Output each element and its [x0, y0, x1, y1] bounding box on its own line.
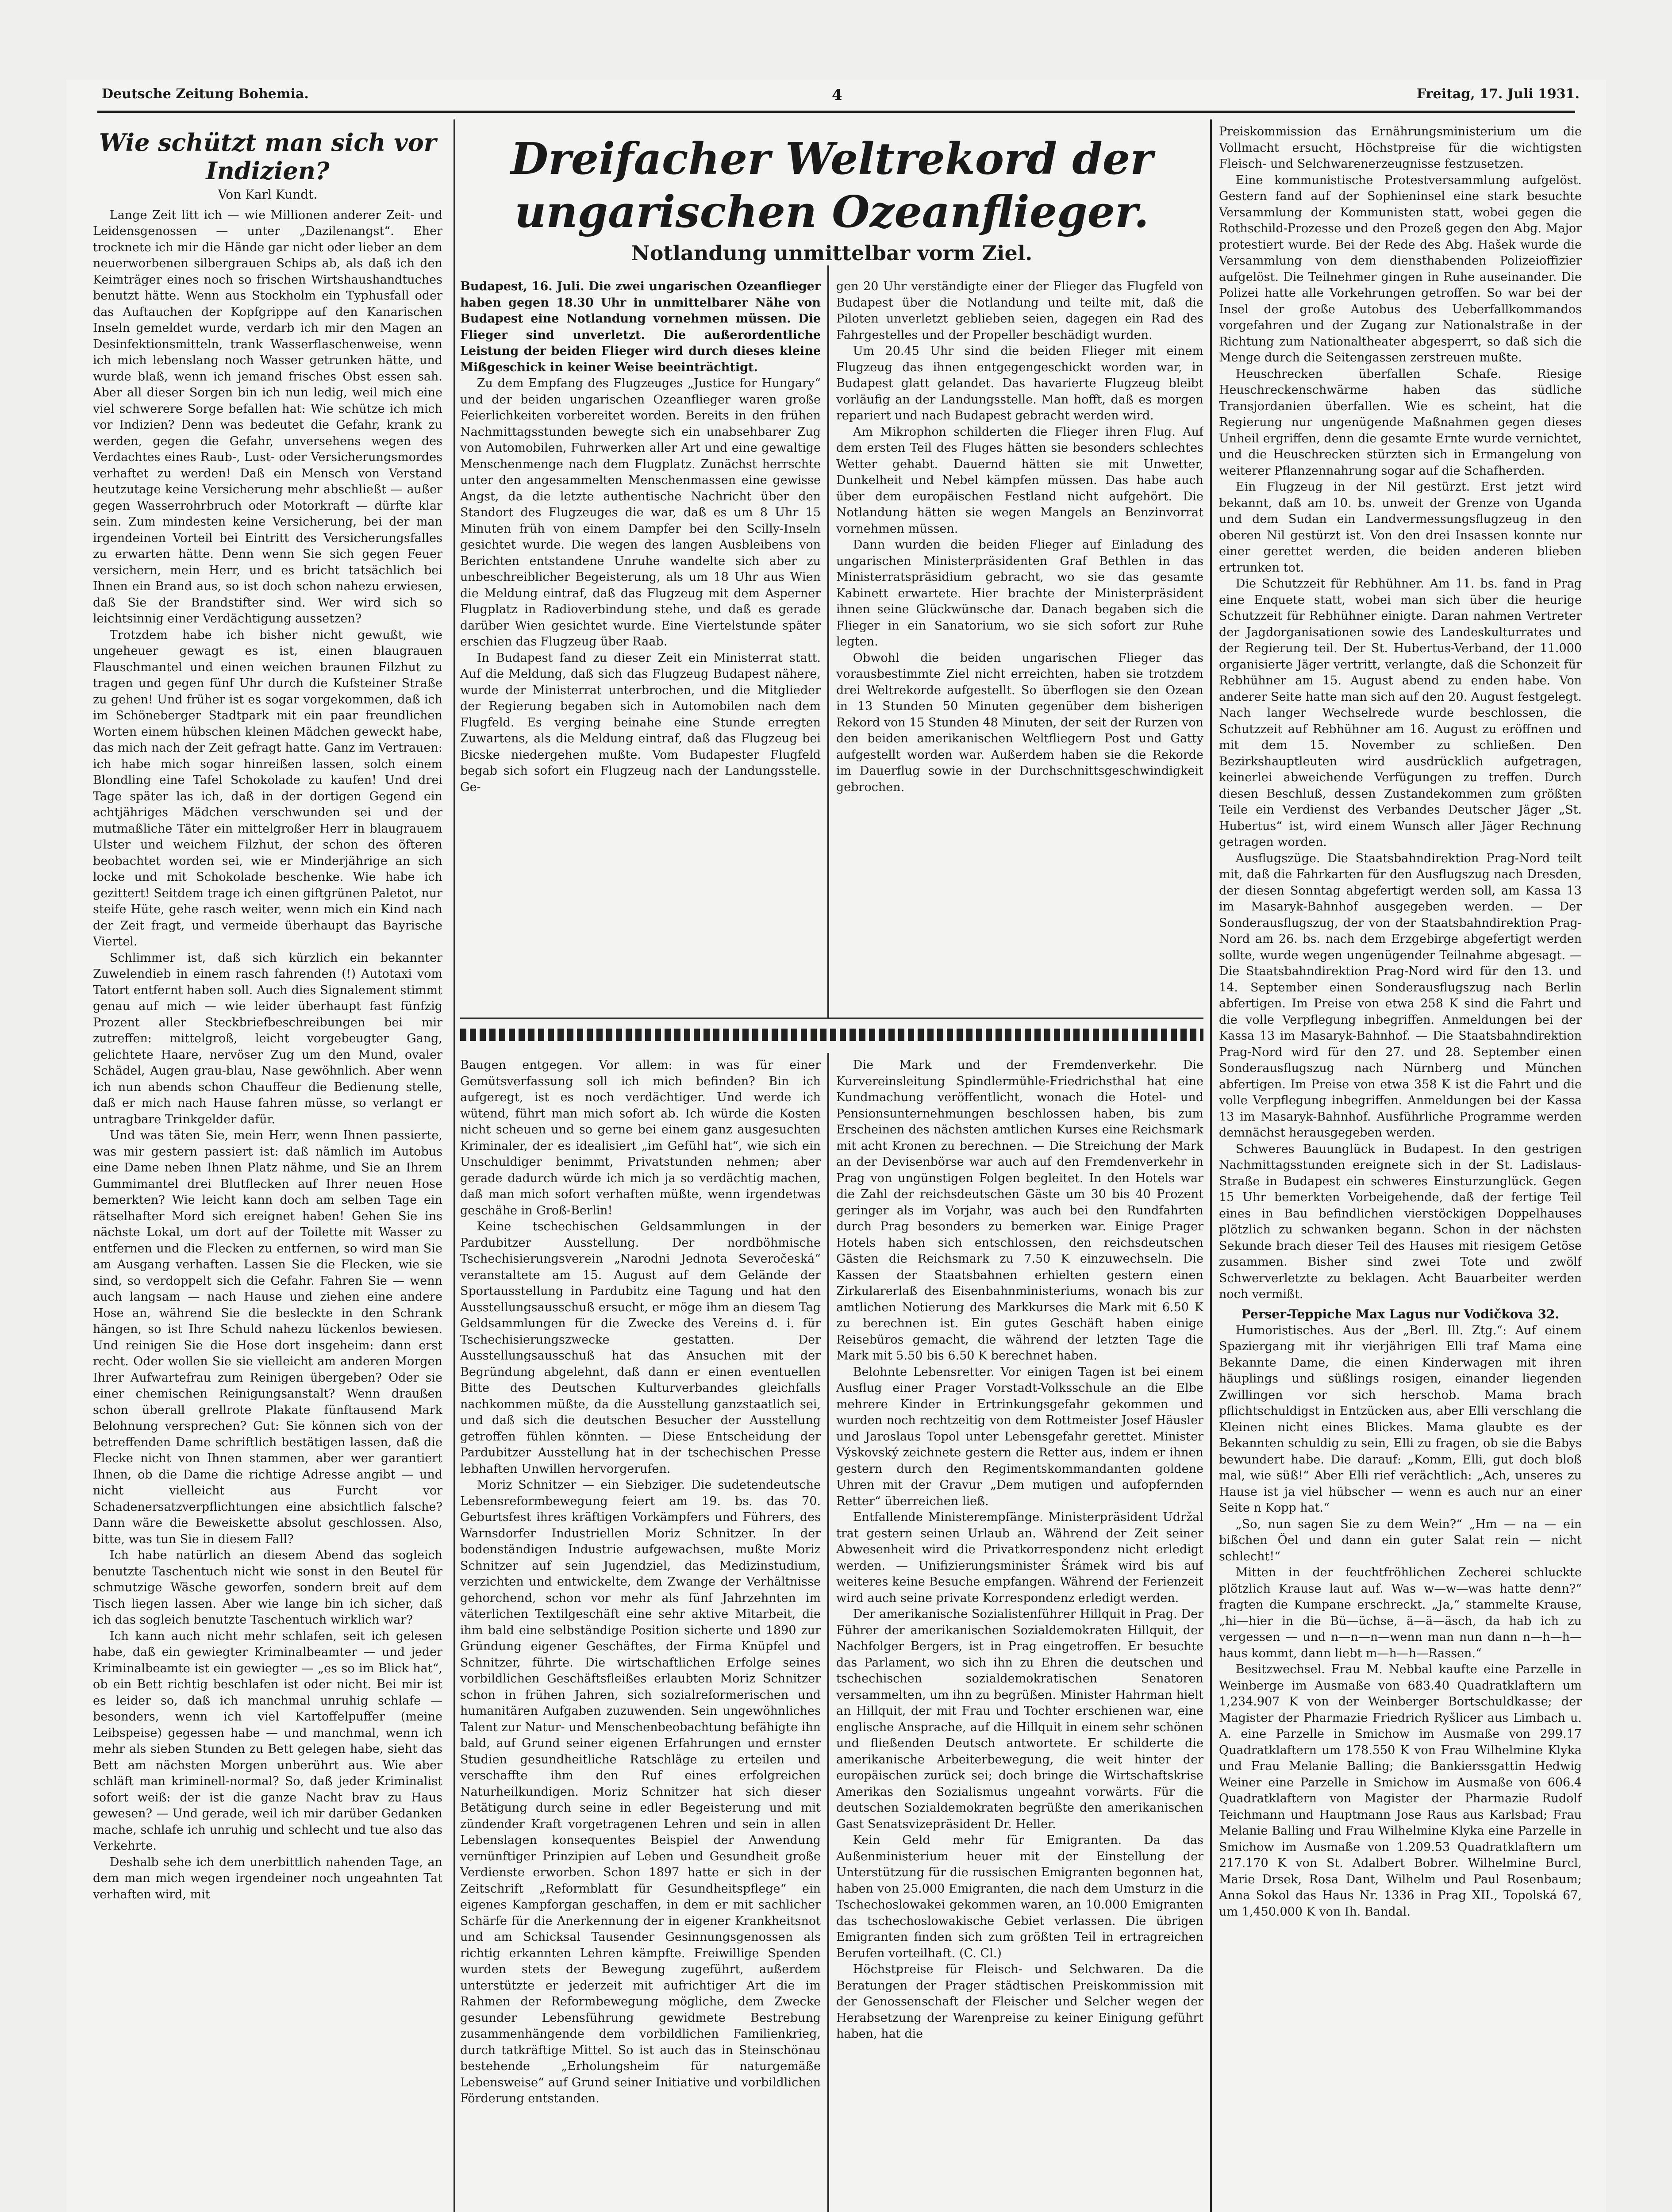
news-item: Ein Flugzeug in der Nil gestürzt. Erst jetzt wird bekannt, daß am 10. bs. unweit der Grenze von Uganda und dem Sudan ein Landvermessungsflugzeug in den oberen Nil gestürzt ist. Von den drei Insassen konnte nur einer gerettet werden, die beiden anderen blieben ertrunken tot.: [1219, 480, 1582, 575]
news-item: Besitzwechsel. Frau M. Nebbal kaufte eine Parzelle in Weinberge im Ausmaße von 683.40 Quadratklaftern um 1,234.907 K von der Weinberger Bortschuldkasse; der Magister der Pharmazie Friedrich Ryšlicer aus Limbach u. A. eine Parzelle in Smichow im Ausmaße von 299.17 Quadratklaftern um 178.550 K von Frau Wilhelmine Klyka und Frau Melanie Balling; die Bankierssgattin Hedwig Weiner eine Parzelle in Smichow im Ausmaße von 606.4 Quadratklaftern von Magister der Pharmazie Rudolf Teichmann und Hauptmann Jose Raus aus Karlsbad; Frau Melanie Balling und Frau Wilhelmine Klyka eine Parzelle in Smichow im Ausmaße von 1.209.53 Quadratklaftern um 217.170 K von St. Adalbert Bobrer. Wilhelmine Burcl, Marie Drsek, Rosa Dant, Wilhelm und Paul Rosenbaum; Anna Sokol das Haus Nr. 1336 in Prag XII., Topolská 67, um 1,450.000 K von Ih. Bandal.: [1219, 1663, 1582, 1919]
news-item: Entfallende Ministerempfänge. Ministerpräsident Udržal trat gestern seinen Urlaub an. Während der Zeit seiner Abwesenheit wird die Privatkorrespondenz nicht erledigt werden. — Unifizierungsminister Šrámek wird bis auf weiteres keine Besuche empfangen. Während der Ferienzeit wird auch seine private Korrespondenz erledigt werden.: [836, 1510, 1203, 1605]
column-rule: [827, 265, 829, 1018]
lead-paragraph: Budapest, 16. Juli. Die zwei ungarischen Ozeanflieger haben gegen 18.30 Uhr in unmittelbarer Nähe von Budapest eine Notlandung vornehmen müssen. Die Flieger sind unverletzt. Die außerordentliche Leistung der beiden Flieger wird durch dieses kleine Mißgeschick in keiner Weise beeinträchtigt.: [460, 280, 821, 374]
paragraph: Baugen entgegen. Vor allem: in was für einer Gemütsverfassung soll ich mich befinden? Bin ich aufgeregt, ist es noch verdächtiger. Und werde ich wütend, führt man mich sofort ab. Ich würde die Kosten nicht scheuen und so gerne bei einem ganz ausgesuchten Kriminaler, der es idealisiert „im Gefühl hat“, wie sich ein Unschuldiger benimmt, Privatstunden nehmen; aber gerade dadurch würde ich mich ja so verdächtig machen, daß man mich sofort verhaften müßte, wenn irgendetwas geschähe in Groß-Berlin!: [460, 1058, 821, 1217]
paragraph: In Budapest fand zu dieser Zeit ein Ministerrat statt. Auf die Meldung, daß sich das Flugzeug Budapest nähere, wurde der Ministerrat unterbrochen, und die Mitglieder der Regierung begaben sich in Automobilen nach dem Flugfeld. Es verging beinahe eine Stunde erregten Zuwartens, als die Meldung eintraf, daß das Flugzeug bei Bicske niedergehen mußte. Vom Budapester Flugfeld begab sich sofort ein Flugzeug nach der Landungsstelle. Ge-: [460, 651, 821, 794]
news-item: Schweres Bauunglück in Budapest. In den gestrigen Nachmittagsstunden ereignete sich in der St. Ladislaus-Straße in Budapest ein schweres Einsturzunglück. Gegen 15 Uhr bemerkten Vorbeigehende, daß der fertige Teil eines in Bau befindlichen vierstöckigen Doppelhauses plötzlich zu schwanken begann. Schon in der nächsten Sekunde brach dieser Teil des Hauses mit riesigem Getöse zusammen. Bisher sind zwei Tote und zwölf Schwerverletzte zu beklagen. Acht Bauarbeiter werden noch vermißt.: [1219, 1142, 1582, 1301]
paragraph: Lange Zeit litt ich — wie Millionen anderer Zeit- und Leidensgenossen — unter „Dazilenangst“. Eher trocknete ich mir die Hände gar nicht oder lieber an dem neuerworbenen silbergrauen Schips ab, als daß ich den Keimträger eines noch so frischen Wirtshaushandtuches benutzt hätte. Wenn aus Stockholm ein Typhusfall oder das Auftauchen der Kopfgrippe auf den Kanarischen Inseln gemeldet wurde, verdarb ich mir den Magen an Desinfektionsmitteln, trank Wasserflaschenweise, wenn ich mich lebenslang noch Wasser getrunken hätte, und wurde blaß, wenn ich jemand frisches Obst essen sah. Aber all dieser Sorgen bin ich nun ledig, weil mich eine viel schwerere Sorge befallen hat: Wie schütze ich mich vor Indizien? Denn was bedeutet die Gefahr, krank zu werden, gegen die Gefahr, unversehens wegen des Verdachtes eines Raub-, Lust- oder Versicherungsmordes verhaftet zu werden! Daß ein Mensch von Verstand heutzutage keine Versicherung mehr abschließt — außer gegen Wasserrohrbruch oder Motorkraft — dürfte klar sein. Zum mindesten keine Versicherung, bei der man irgendeinen Vorteil bei Eintritt des Versicherungsfalles zu erwarten hätte. Denn wenn Sie sich gegen Feuer versichern, mein Herr, und es bricht tatsächlich bei Ihnen ein Brand aus, so ist doch schon nahezu erwiesen, daß Sie der Brandstifter sind. Wer wird sich so leichtsinnig einer Verdächtigung aussetzen?: [93, 208, 442, 626]
column-rule: [1210, 119, 1212, 2212]
news-item: Höchstpreise für Fleisch- und Selchwaren. Da die Beratungen der Prager städtischen Preiskommission mit der Genossenschaft der Fleischer und Selcher wegen der Herabsetzung der Warenpreise zu keiner Einigung geführt haben, hat die: [836, 1962, 1203, 2041]
news-item: Eine kommunistische Protestversammlung aufgelöst. Gestern fand auf der Sophieninsel eine stark besuchte Versammlung der Kommunisten statt, wobei gegen die Rothschild-Prozesse und den Prozeß gegen den Abg. Major protestiert wurde. Bei der Rede des Abg. Hašek wurde die Versammlung von dem diensthabenden Polizeioffizier aufgelöst. Die Teilnehmer gingen in Ruhe auseinander. Die Polizei hatte alle Vorkehrungen getroffen. So war bei der Insel der große Autobus des Ueberfallkommandos vorgefahren und der Zugang zur Nationalstraße in der Richtung zum Nationaltheater abgesperrt, so daß sich die Menge durch die Seitengassen zerstreuen mußte.: [1219, 173, 1582, 365]
running-header: [66, 86, 1606, 113]
news-item: Die Mark und der Fremdenverkehr. Die Kurvereinsleitung Spindlermühle-Friedrichsthal hat eine Kundmachung veröffentlicht, wonach die Hotel- und Pensionsunternehmungen beschlossen haben, bis zum Erscheinen des nächsten amtlichen Kurses eine Reichsmark mit acht Kronen zu berechnen. — Die Streichung der Mark an der Devisenbörse war auch auf den Fremdenverkehr in Prag von ungünstigen Folgen begleitet. In den Hotels war die Zahl der reichsdeutschen Gäste um 30 bis 40 Prozent geringer als im Vorjahr, was auch bei den Rundfahrten durch Prag besonders zu bemerken war. Einige Prager Hotels haben sich entschlossen, den reichsdeutschen Gästen die Reichsmark zu 7.50 K einzuwechseln. Die Kassen der Staatsbahnen erhielten gestern einen Zirkularerlaß des Eisenbahnministeriums, wonach bis zur amtlichen Notierung des Markkurses die Mark mit 6.50 K zu berechnen ist. Ein gutes Geschäft haben einige Reisebüros gemacht, die während der letzten Tage die Mark mit 5.50 bis 6.50 K berechnet haben.: [836, 1058, 1203, 1363]
column-rule: [827, 1053, 829, 2212]
paragraph: Zu dem Empfang des Flugzeuges „Justice for Hungary“ und der beiden ungarischen Ozeanflieger waren große Feierlichkeiten vorbereitet worden. Bereits in den frühen Nachmittagsstunden bewegte sich ein unabsehbarer Zug von Automobilen, Fuhrwerken aller Art und eine gewaltige Menschenmenge nach dem Flugplatz. Zunächst herrschte unter den angesammelten Menschenmassen eine gewisse Angst, da die letzte authentische Nachricht über den Standort des Flugzeuges die war, daß es um 8 Uhr 15 Minuten früh von einem Dampfer bei den Scilly-Inseln gesichtet wurde. Die wegen des langen Ausbleibens von Berichten entstandene Unruhe wandelte sich aber zu unbeschreiblicher Begeisterung, als um 18 Uhr aus Wien die Meldung eintraf, daß das Flugzeug mit dem Asperner Flugplatz in Radioverbindung stehe, und daß es gerade darüber Wien gesichtet wurde. Eine Viertelstunde später erschien das Flugzeug über Raab.: [460, 376, 821, 649]
news-item: Die Schutzzeit für Rebhühner. Am 11. bs. fand in Prag eine Enquete statt, wobei man sich über die heurige Schutzzeit für Rebhühner einigte. Daran nahmen Vertreter der Jagdorganisationen sowie des Landeskulturrates und der Regierung teil. Der St. Hubertus-Verband, der 11.000 organisierte Jäger vertritt, verlangte, daß die Schonzeit für Rebhühner am 15. August abend zu enden habe. Von anderer Seite hatte man sich auf den 20. August festgelegt. Nach langer Wechselrede wurde beschlossen, die Schutzzeit auf Rebhühner am 16. August zu eröffnen und mit dem 15. November zu schließen. Den Bezirkshauptleuten wird ausdrücklich aufgetragen, keinerlei abweichende Verfügungen zu treffen. Durch diesen Beschluß, dessen Zustandekommen zum größten Teile ein Verdienst des Verbandes Deutscher Jäger „St. Hubertus“ ist, wird einem Wunsch aller Jäger Rechnung getragen worden.: [1219, 577, 1582, 849]
main-article-col2: [836, 279, 1203, 1013]
main-headline: Dreifacher Weltrekord der ungarischen Ozeanflieger.: [511, 134, 1153, 238]
paragraph: Und was täten Sie, mein Herr, wenn Ihnen passierte, was mir gestern passiert ist: daß nämlich im Autobus eine Dame neben Ihnen Platz nähme, und Sie an Ihrem Gummimantel drei Blutflecken auf Ihrer neuen Hose bemerkten? Wie leicht kann doch am selben Tage ein rätselhafter Mord sich ereignet haben! Gehen Sie ins nächste Lokal, um dort auf der Toilette mit Wasser zu entfernen und die Flecken zu entfernen, so wird man Sie am Ausgang verhaften. Lassen Sie die Flecken, wie sie sind, so verdoppelt sich die Gefahr. Fahren Sie — wenn auch langsam — nach Hause und ziehen eine andere Hose an, während Sie die besleckte in den Schrank hängen, so ist Ihre Schuld nahezu lückenlos bewiesen. Und reinigen Sie die Hose dort insgeheim: dann erst recht. Oder wollen Sie sie vielleicht am anderen Morgen Ihrer Aufwartefrau zum Reinigen übergeben? Oder sie einer chemischen Reinigungsanstalt? Wenn draußen schon überall grellrote Plakate fünftausend Mark Belohnung versprechen? Gut: Sie können sich von der betreffenden Dame schriftlich bestätigen lassen, daß die Flecke nicht von Ihnen stammen, aber wer garantiert Ihnen, ob die Dame die richtige Adresse angibt — und nicht vielleicht aus Furcht vor Schadenersatzverpflichtungen eine absichtlich falsche? Dann wäre die Beweiskette absolut geschlossen. Also, bitte, was tun Sie in diesem Fall?: [93, 1129, 442, 1546]
news-item: Keine tschechischen Geldsammlungen in der Pardubitzer Ausstellung. Der nordböhmische Tschechisierungsverein „Narodni Jednota Severočeská“ veranstaltete am 15. August auf dem Gelände der Sportausstellung in Pardubitz eine Tagung und hat den Ausstellungsausschuß ersucht, er möge ihm an diesem Tag Geldsammlungen für die Zwecke des Vereins d. i. für Tschechisierungszwecke gestatten. Der Ausstellungsausschuß hat das Ansuchen mit der Begründung abgelehnt, daß dann er einen eventuellen Bitte des Deutschen Kulturverbandes gleichfalls nachkommen müßte, da die Ausstellung ganzstaatlich sei, und daß sich die deutschen Besucher der Ausstellung getroffen fühlen könnten. — Diese Entscheidung der Pardubitzer Ausstellung hat in der tschechischen Presse lebhaften Unwillen hervorgerufen.: [460, 1220, 821, 1476]
article-title: Wie schützt man sich vor Indizien?: [99, 128, 437, 185]
news-item: Belohnte Lebensretter. Vor einigen Tagen ist bei einem Ausflug einer Prager Vorstadt-Volksschule an die Elbe mehrere Kinder in Ertrinkungsgefahr gekommen und wurden noch rechtzeitig von dem Rottmeister Josef Häusler und Jaroslaus Topol unter Lebensgefahr gerettet. Minister Výskovský zeichnete gestern die Retter aus, indem er ihnen gestern durch den Regimentskommandanten goldene Uhren mit der Gravur „Dem mutigen und aufopfernden Retter“ überreichen ließ.: [836, 1365, 1203, 1508]
header-rule: [97, 111, 1575, 113]
news-column-middle-left: [460, 1057, 821, 2212]
news-item: Preiskommission das Ernährungsministerium um die Vollmacht ersucht, Höchstpreise für die wichtigsten Fleisch- und Selchwarenerzeugnisse festzusetzen.: [1219, 125, 1582, 171]
article-byline: Von Karl Kundt.: [218, 187, 318, 202]
paper-name: Deutsche Zeitung Bohemia.: [102, 86, 309, 102]
advertisement-line: Perser-Teppiche Max Lagus nur Vodičkova 32.: [1241, 1306, 1560, 1321]
news-column-right: [1219, 124, 1582, 2212]
main-subheadline: Notlandung unmittelbar vorm Ziel.: [631, 241, 1033, 265]
paragraph: Schlimmer ist, daß sich kürzlich ein bekannter Zuwelendieb in einem rasch fahrenden (!) Autotaxi vom Tatort entfernt haben soll. Auch dies Signalement stimmt genau auf mich — wie leider überhaupt fast fünfzig Prozent aller Steckbriefbeschreibungen bei mir zutreffen: mittelgroß, leicht vorgebeugter Gang, gelichtete Haare, nervöser Zug um den Mund, ovaler Schädel, Augen grau-blau, Nase gewöhnlich. Aber wenn ich nun abends schon Chauffeur die Bedienung stelle, daß er mich nach Hause fahren müsse, so verlangt er untragbare Trinkgelder dafür.: [93, 951, 442, 1126]
left-article: [93, 128, 442, 2212]
paragraph: Ich habe natürlich an diesem Abend das sogleich benutzte Taschentuch nicht wie sonst in den Beutel für schmutzige Wäsche geworfen, sondern breit auf dem Tisch liegen lassen. Aber wie lange bin ich sicher, daß ich das sogleich benutzte Taschentuch wirklich war?: [93, 1548, 442, 1627]
news-item: Der amerikanische Sozialistenführer Hillquit in Prag. Der Führer der amerikanischen Sozialdemokraten Hillquit, der Nachfolger Bergers, ist in Prag eingetroffen. Er besuchte das Parlament, wo sich ihn zu Ehren die deutschen und tschechischen sozialdemokratischen Senatoren versammelten, um ihn zu begrüßen. Minister Hahrman hielt an Hillquit, der mit Frau und Tochter erschienen war, eine englische Ansprache, auf die Hillquit in einem sehr schönen und fließenden Deutsch antwortete. Er schilderte die amerikanische Arbeiterbewegung, die weit hinter der europäischen zurück sei; doch bringe die Wirtschaftskrise Amerikas den Sozialismus ungeahnt vorwärts. Für die deutschen Sozialdemokraten begrüßte den amerikanischen Gast Senatsvizepräsident Dr. Heller.: [836, 1607, 1203, 1831]
paragraph: Am Mikrophon schilderten die Flieger ihren Flug. Auf dem ersten Teil des Fluges hätten sie besonders schlechtes Wetter gehabt. Dauernd hätten sie mit Unwetter, Dunkelheit und Nebel kämpfen müssen. Das habe auch über dem europäischen Festland nicht aufgehört. Die Notlandung hätten sie wegen Mangels an Benzinvorrat vornehmen müssen.: [836, 425, 1203, 536]
news-item: Heuschrecken überfallen Schafe. Riesige Heuschreckenschwärme haben das südliche Transjordanien überfallen. Wie es scheint, hat die Regierung nur ungenügende Maßnahmen gegen dieses Unheil ergriffen, denn die gesamte Ernte wurde vernichtet, und die Heuschrecken stürzten sich in Ermangelung von weiterer Pflanzennahrung sogar auf die Schafherden.: [1219, 367, 1582, 478]
paragraph: Um 20.45 Uhr sind die beiden Flieger mit einem Flugzeug das ihnen entgegengeschickt worden war, in Budapest glatt gelandet. Das havarierte Flugzeug bleibt vorläufig an der Landungsstelle. Man hofft, daß es morgen repariert und nach Budapest gebracht werden wird.: [836, 344, 1203, 422]
news-item: Humoristisches. Aus der „Berl. Ill. Ztg.“: Auf einem Spaziergang mit ihr vierjährigen Elli traf Mama eine Bekannte Dame, die einen Kinderwagen mit ihren häuplings und süßlings rosigen, einander liegenden Zwillingen vor sich herschob. Mama brach pflichtschuldigst in Entzücken aus, aber Elli verschlang die Kleinen nicht eines Blickes. Mama glaubte es der Bekannten schuldig zu sein, Elli zu fragen, ob sie die Babys bewundert habe. Die darauf: „Komm, Elli, gut doch bloß mal, wie süß!“ Aber Elli rief verächtlich: „Ach, unseres zu Hause ist ja viel hübscher — wenn es auch nur an einer Seite n Kopp hat.“: [1219, 1323, 1582, 1515]
paragraph: Dann wurden die beiden Flieger auf Einladung des ungarischen Ministerpräsidenten Graf Bethlen in das Ministerratspräsidium gebracht, wo sie das gesamte Kabinett erwartete. Hier brachte der Ministerpräsident ihnen seine Glückwünsche dar. Danach begaben sich die Flieger in ein Sanatorium, wo sie sich sofort zur Ruhe legten.: [836, 538, 1203, 649]
paragraph: Ich kann auch nicht mehr schlafen, seit ich gelesen habe, daß ein gewiegter Kriminalbeamter — und jeder Kriminalbeamte ist ein gewiegter — „es so im Blick hat“, ob ein Bett richtig beschlafen ist oder nicht. Bei mir ist es leider so, daß ich manchmal unruhig schlafe — besonders, wenn ich viel Kartoffelpuffer (meine Leibspeise) gegessen habe — und manchmal, wenn ich mehr als sieben Stunden zu Bett gelegen habe, sieht das Bett am nächsten Morgen unberührt aus. Wie aber schläft man kriminell-normal? So, daß jeder Kriminalist sofort weiß: der ist die ganze Nacht brav zu Haus gewesen? — Und gerade, weil ich mir darüber Gedanken mache, schlafe ich unruhig und schlecht und tue also das Verkehrte.: [93, 1629, 442, 1853]
paragraph: gen 20 Uhr verständigte einer der Flieger das Flugfeld von Budapest über die Notlandung und teilte mit, daß die Piloten unverletzt geblieben seien, dagegen ein Rad des Fahrgestelles und der Propeller beschädigt wurden.: [836, 280, 1203, 342]
page-number: 4: [832, 86, 842, 104]
ornamental-rule: [460, 1029, 1203, 1041]
paragraph: Deshalb sehe ich dem unerbittlich nahenden Tage, an dem man mich wegen irgendeiner noch ungeahnten Tat verhaften wird, mit: [93, 1855, 442, 1901]
news-item: Moriz Schnitzer — ein Siebziger. Die sudetendeutsche Lebensreformbewegung feiert am 19. bs. das 70. Geburtsfest ihres kräftigen Vorkämpfers und Führers, des Warnsdorfer Industriellen Moriz Schnitzer. In der bodenständigen Industrie aufgewachsen, mußte Moriz Schnitzer auf sein Jugendziel, das Medizinstudium, verzichten und entwickelte, dem Zwange der Verhältnisse gehorchend, schon vor mehr als fünf Jahrzehnten im väterlichen Textilgeschäft eine sehr aktive Mitarbeit, die ihm bald eine selbständige Position sicherte und 1890 zur Gründung eigener Geschäftes, der Firma Knüpfel und Schnitzer, führte. Die wirtschaftlichen Erfolge seines vorbildlichen Geschäftsfleißes erlaubten Moriz Schnitzer schon in frühen Jahren, sich sozialreformerischen und humanitären Aufgaben zuzuwenden. Sein ungewöhnliches Talent zur Natur- und Menschenbeobachtung befähigte ihn bald, auf Grund seiner eigenen Erfahrungen und ernster Studien gesundheitliche Ratschläge zu erteilen und verschaffte ihm den Ruf eines erfolgreichen Naturheilkundigen. Moriz Schnitzer hat sich dieser Betätigung durch seine in edler Begeisterung und mit zündender Kraft vorgetragenen Lehren und sein in allen Lebenslagen konsequentes Beispiel der Anwendung vernünftiger Prinzipien auf Leben und Gesundheit große Verdienste erworben. Schon 1897 hatte er sich in der Zeitschrift „Reformblatt für Gesundheitspflege“ ein eigenes Kampforgan geschaffen, in dem er mit sachlicher Schärfe für die Anerkennung der in eigener Krankheitsnot und am Schicksal Tausender Gesinnungsgenossen als richtig erkannten Lehren kämpfte. Freiwillige Spenden wurden stets der Bewegung zugeführt, außerdem unterstützte er jederzeit mit aufrichtiger Art die im Rahmen der Reformbewegung mögliche, dem Zwecke gesunder Lebensführung gewidmete Bestrebung zusammenhängende dem vorbildlichen Familienkrieg, durch tatkräftige Mittel. So ist auch das in Steinschönau bestehende „Erholungsheim für naturgemäße Lebensweise“ auf Grund seiner Initiative und vorbildlichen Förderung entstanden.: [460, 1478, 821, 2105]
main-article-col1: [460, 279, 821, 1013]
paragraph: Obwohl die beiden ungarischen Flieger das vorausbestimmte Ziel nicht erreichten, haben sie trotzdem drei Weltrekorde aufgestellt. So überflogen sie den Ozean in 13 Stunden 50 Minuten gegenüber dem bisherigen Rekord von 15 Stunden 48 Minuten, der seit der Rurzen von den beiden amerikanischen Weltfliegern Post und Gatty aufgestellt worden war. Außerdem haben sie die Rekorde im Dauerflug sowie in der Durchschnittsgeschwindigkeit gebrochen.: [836, 651, 1203, 794]
news-item: Mitten in der feuchtfröhlichen Zecherei schluckte plötzlich Krause laut auf. Was w—w—was hatte denn?“ fragten die Kumpane erschreckt. „Ja,“ stammelte Krause, „hi—hier in die Bü—üchse, ä—ä—äsch, da hab ich zu vergessen — und n—n—n—wenn man nun dann n—h—h—haus kommt, dann liebt m—h—h—Rassen.“: [1219, 1566, 1582, 1660]
issue-date: Freitag, 17. Juli 1931.: [1416, 86, 1580, 102]
paragraph: Trotzdem habe ich bisher nicht gewußt, wie ungeheuer gewagt es ist, einen blaugrauen Flauschmantel und einen weichen braunen Filzhut zu tragen und gegen fünf Uhr durch die Kufsteiner Straße zu gehen! Und früher ist es sogar vorgekommen, daß ich im Schöneberger Stadtpark mit ein paar freundlichen Worten einem hübschen kleinen Mädchen geweckt habe, das mich nach der Zeit gefragt hatte. Ganz im Vertrauen: ich habe mich sogar hinreißen lassen, solch einem Blondling eine Tafel Schokolade zu kaufen! Und drei Tage später las ich, daß in der dortigen Gegend ein achtjähriges Mädchen verschwunden sei und der mutmaßliche Täter ein mittelgroßer Herr in blaugrauem Ulster und weichem Filzhut, der schon des öfteren beobachtet worden sei, wie er Minderjährige an sich locke und mit Schokolade beschenke. Wie habe ich gezittert! Seitdem trage ich einen giftgrünen Paletot, nur steife Hüte, gehe rasch weiter, wenn mich ein Kind nach der Zeit fragt, und vermeide überhaupt das Bayrische Viertel.: [93, 628, 442, 949]
news-column-middle-right: [836, 1057, 1203, 2212]
news-item: „So, nun sagen Sie zu dem Wein?“ „Hm — na — ein bißchen Öel und dann ein guter Salat rein — nicht schlecht!“: [1219, 1517, 1582, 1563]
news-item: Kein Geld mehr für Emigranten. Da das Außenministerium heuer mit der Einstellung der Unterstützung für die russischen Emigranten begonnen hat, haben von 25.000 Emigranten, die nach dem Umsturz in die Tschechoslowakei gekommen waren, an 10.000 Emigranten das tschechoslowakische Gebiet verlassen. Die übrigen Emigranten finden sich zum größten Teil in ertragreichen Berufen vorteilhaft. (C. Cl.): [836, 1833, 1203, 1960]
news-item: Ausflugszüge. Die Staatsbahndirektion Prag-Nord teilt mit, daß die Fahrkarten für den Ausflugszug nach Dresden, der diesen Sonntag abgefertigt werden soll, am Kassa 13 im Masaryk-Bahnhof ausgegeben werden. — Der Sonderausflugszug, der von der Staatsbahndirektion Prag-Nord am 26. bs. nach dem Erzgebirge abgefertigt werden sollte, wurde wegen ungenügender Teilnahme abgesagt. — Die Staatsbahndirektion Prag-Nord wird für den 13. und 14. September einen Sonderausflugszug nach Berlin abfertigen. Im Preise von etwa 258 K sind die Fahrt und die volle Verpflegung inbegriffen. Anmeldungen bei der Kassa 13 im Masaryk-Bahnhof. — Die Staatsbahndirektion Prag-Nord wird für den 27. und 28. September einen Sonderausflugszug nach Nürnberg und München abfertigen. Im Preise von etwa 358 K ist die Fahrt und die volle Verpflegung inbegriffen. Anmeldungen bei der Kassa 13 im Masaryk-Bahnhof. Ausführliche Programme werden demnächst herausgegeben werden.: [1219, 851, 1582, 1140]
section-rule: [460, 1018, 1203, 1019]
column-rule: [454, 119, 455, 2212]
